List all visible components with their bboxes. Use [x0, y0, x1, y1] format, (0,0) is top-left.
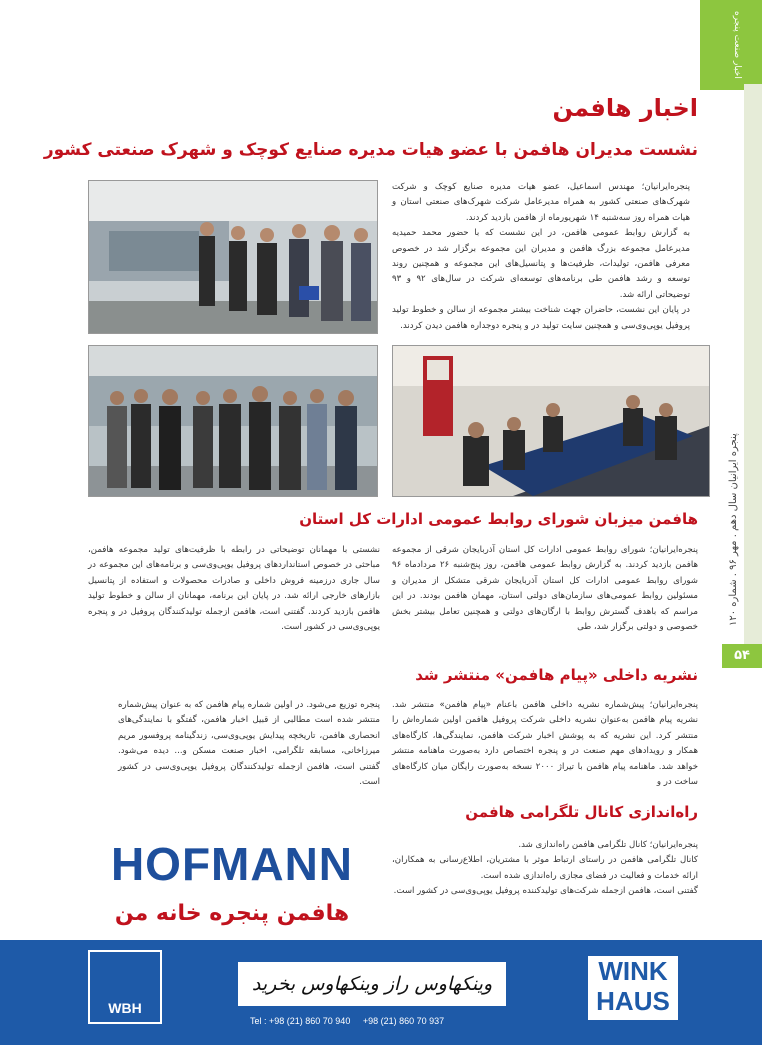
winkhaus-line2: HAUS	[596, 986, 670, 1016]
article2-col-right: پنجره‌ایرانیان؛ شورای روابط عمومی ادارات کل استان آذربایجان شرقی از مجموعه هافمن بازدید کردند. به گزارش روابط عمومی هافمن، روز پنج‌شنبه ۲۶ مردادماه ۹۶ شورای روابط عمومی ادارات کل استان آذربایجان شرقی متشکل از مدیران و مسئولین روابط عمومی‌های سازمان‌های دولتی استان، مهمان هافمن بودند. در این مراسم که باهدف گسترش روابط با ارگان‌های دولتی و همچنین تعامل بیشتر بخش خصوصی و دولتی برگزار شد، طی	[392, 545, 698, 633]
slogan-box	[238, 962, 506, 1006]
photo-group	[88, 345, 378, 497]
hofmann-ad	[88, 838, 376, 938]
hofmann-brand: HOFMANN	[110, 838, 354, 890]
article1-title: نشست مدیران هافمن با عضو هیات مدیره صنایع کوچک و شهرک صنعتی کشور	[43, 140, 698, 160]
hofmann-tagline: هافمن پنجره خانه من	[114, 901, 350, 926]
wbh-logo	[88, 950, 162, 1024]
article3-title: نشریه داخلی «پیام هافمن» منتشر شد	[415, 666, 698, 684]
article4-paragraph: پنجره‌ایرانیان؛ کانال تلگرامی هافمن راه‌اندازی شد.	[518, 840, 698, 850]
page-number: ۵۴	[722, 644, 762, 668]
wbh-logo-text: WBH	[108, 1000, 142, 1016]
article2-title: هافمن میزبان شورای روابط عمومی ادارات کل استان	[299, 510, 698, 528]
issue-info: پنجره ایرانیان سال دهم . مهر ۹۶ . شماره ۱۲۰	[728, 433, 739, 627]
article1-paragraph: در پایان این نشست، حاضران جهت شناخت بیشتر مجموعه از سالن و خطوط تولید پروفیل یو‌پی‌وی‌سی و همچنین سایت تولید در و پنجره دوجداره هافمن دیدن کردند.	[392, 305, 690, 331]
winkhaus-logo	[588, 956, 678, 1020]
section-tab	[700, 0, 762, 90]
section-tab-label: اخبار صنعت پنجره	[732, 11, 742, 79]
section-title: اخبار هافمن	[552, 94, 698, 122]
article3-col-left: پنجره توزیع می‌شود. در اولین شماره پیام هافمن که به عنوان پیش‌شماره منتشر شده است مطالبی از قبیل اخبار هافمن، گفتگو با نمایندگی‌های انحصاری هافمن، تاریخچه پیدایش یو‌پی‌وی‌سی، زندگینامه پروفسور مریم میرزاخانی، مسابقه تلگرامی، اخبار صنعت مسکن و... دیده می‌شود. گفتنی است، هافمن ازجمله تولیدکنندگان پروفیل یو‌پی‌وی‌سی در کشور است.	[118, 700, 380, 788]
winkhaus-line1: WINK	[598, 956, 668, 986]
article4-title: راه‌اندازی کانال تلگرامی هافمن	[465, 803, 698, 821]
article3-col-right: پنجره‌ایرانیان؛ پیش‌شماره نشریه داخلی هافمن باعنام «پیام هافمن» منتشر شد. نشریه پیام هافمن به‌عنوان نشریه داخلی شرکت پروفیل هافمن اولین شماره‌اش را منتشر کرد. این نشریه که به پوشش اخبار شرکت هافمن، نمایندگی‌ها، کارگاه‌های همکار و رویدادهای مهم صنعت در و پنجره اختصاص دارد به‌صورت ماهنامه منتشر خواهد شد. ماهنامه پیام هافمن با تیراژ ۲۰۰۰ نسخه به‌صورت رایگان میان کارگاه‌های ساخت در و	[392, 700, 699, 788]
article2-col-left: نشستی با مهمانان توضیحاتی در رابطه با ظرفیت‌های تولید مجموعه هافمن، مباحثی در خصوص استانداردهای پروفیل یو‌پی‌وی‌سی و برنامه‌های این مجموعه در سال جاری درزمینه فروش داخلی و صادرات محصولات و استفاده از پتانسیل بازارهای خارجی ارائه شد. در پایان این برنامه، مهمانان از سالن و خطوط تولید هافمن بازدید کردند. گفتنی است، هافمن ازجمله تولیدکنندگان پروفیل در و پنجره یو‌پی‌وی‌سی در کشور است.	[88, 545, 380, 633]
article1-paragraph: پنجره‌ایرانیان؛ مهندس اسماعیل، عضو هیات مدیره صنایع کوچک و شرکت شهرک‌های صنعتی کشور به همراه مدیرعامل شرکت شهرک‌های صنعتی استان و هیات همراه روز سه‌شنبه ۱۴ شهریورماه از هافمن بازدید کردند.	[392, 182, 690, 223]
photo-meeting	[392, 345, 710, 497]
article1-paragraph: به گزارش روابط عمومی هافمن، در این نشست که با حضور محمد حمیدیه مدیرعامل مجموعه بزرگ هافمن و مدیران این مجموعه برگزار شد در خصوص معرفی هافمن، تولیدات، ظرفیت‌ها و پتانسیل‌های این مجموعه و همچنین روند توسعه و رشد هافمن طی برنامه‌های توسعه‌ای شرکت در سال‌های ۹۲ و ۹۳ توضیحاتی ارائه شد.	[392, 228, 690, 300]
photo-factory-visit	[88, 180, 378, 334]
article4-paragraph: کانال تلگرامی هافمن در راستای ارتباط موثر با مشتریان، اطلاع‌رسانی به همکاران، ارائه خدمات و فعالیت در فضای مجازی راه‌اندازی شده است.	[392, 855, 698, 881]
article1-body	[392, 180, 690, 334]
article4-body	[392, 838, 698, 900]
footer-banner	[0, 940, 762, 1045]
slogan-script: وینکهاوس راز وینکهاوس بخرید	[251, 973, 493, 995]
article4-paragraph: گفتنی است، هافمن ازجمله شرکت‌های تولیدکننده پروفیل یو‌پی‌وی‌سی در کشور است.	[393, 886, 698, 897]
phone-numbers: Tel : +98 (21) 860 70 940 +98 (21) 860 70 937	[250, 1016, 445, 1026]
